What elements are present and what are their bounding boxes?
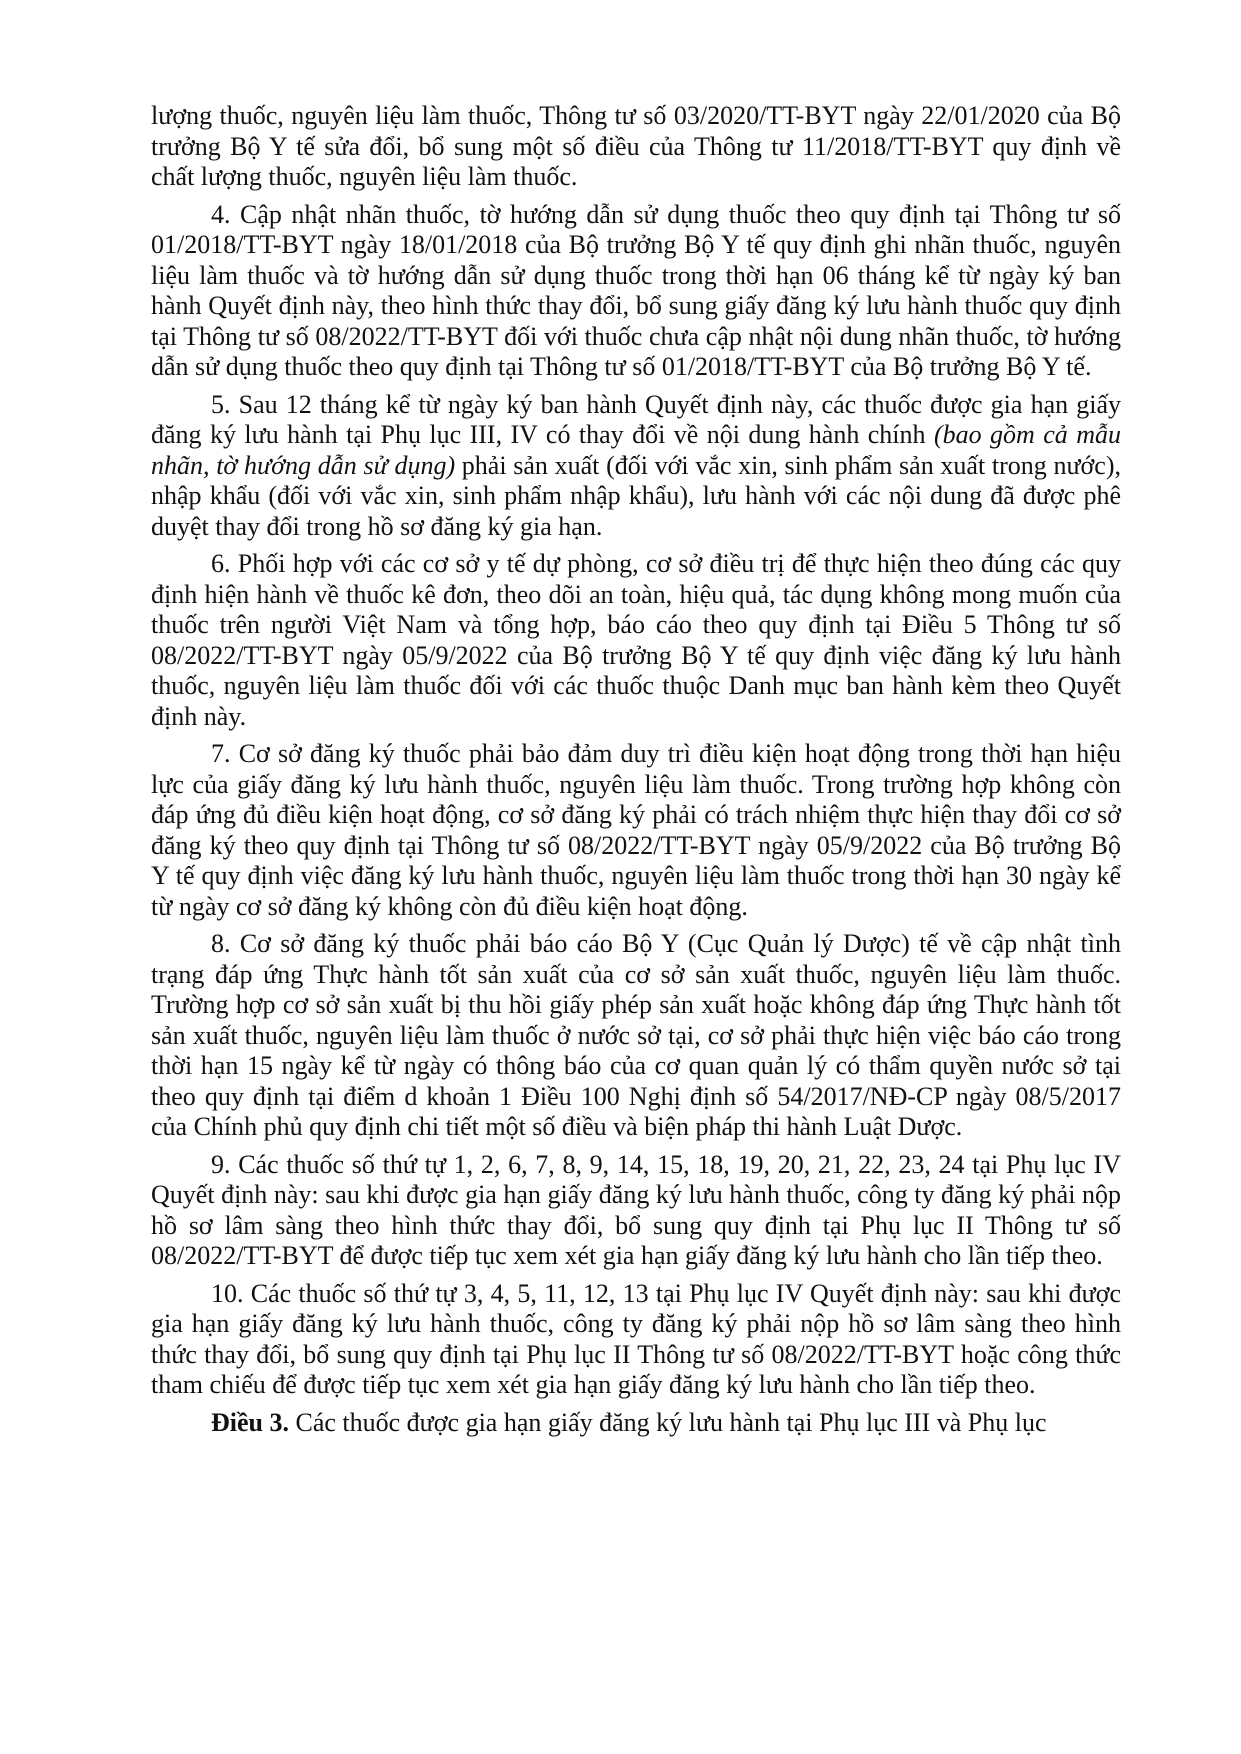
- paragraph-item-4: 4. Cập nhật nhãn thuốc, tờ hướng dẫn sử dụng thuốc theo quy định tại Thông tư số 01/2018/TT-BYT ngày 18/01/2018 của Bộ trưởng Bộ Y tế quy định ghi nhãn thuốc, nguyên liệu làm thuốc và tờ hướng dẫn sử dụng thuốc trong thời hạn 06 tháng kể từ ngày ký ban hành Quyết định này, theo hình thức thay đổi, bổ sung giấy đăng ký lưu hành thuốc quy định tại Thông tư số 08/2022/TT-BYT đối với thuốc chưa cập nhật nội dung nhãn thuốc, tờ hướng dẫn sử dụng thuốc theo quy định tại Thông tư số 01/2018/TT-BYT của Bộ trưởng Bộ Y tế.: [151, 199, 1121, 381]
- paragraph-item-5: [151, 390, 1121, 543]
- paragraph-item-10: 10. Các thuốc số thứ tự 3, 4, 5, 11, 12, 13 tại Phụ lục IV Quyết định này: sau khi được gia hạn giấy đăng ký lưu hành thuốc, công ty đăng ký phải nộp hồ sơ lâm sàng theo hình thức thay đổi, bổ sung quy định tại Phụ lục II Thông tư số 08/2022/TT-BYT hoặc công thức tham chiếu để được tiếp tục xem xét gia hạn giấy đăng ký lưu hành cho lần tiếp theo.: [151, 1278, 1121, 1399]
- article-3: [151, 1408, 1121, 1439]
- article-3-heading: Điều 3.: [211, 1407, 289, 1437]
- paragraph-item-5-text-b: phải sản xuất (đối với vắc xin, sinh phẩm sản xuất trong nước), nhập khẩu (đối với vắc xin, sinh phẩm nhập khẩu), lưu hành với các nội dung đã được phê duyệt thay đổi trong hồ sơ đăng ký gia hạn.: [151, 450, 1121, 541]
- paragraph-item-5-text-a: 5. Sau 12 tháng kể từ ngày ký ban hành Quyết định này, các thuốc được gia hạn giấy đăng ký lưu hành tại Phụ lục III, IV có thay đổi về nội dung hành chính: [151, 389, 1121, 449]
- document-page: [151, 101, 1121, 1445]
- paragraph-item-9: 9. Các thuốc số thứ tự 1, 2, 6, 7, 8, 9, 14, 15, 18, 19, 20, 21, 22, 23, 24 tại Phụ lục IV Quyết định này: sau khi được gia hạn giấy đăng ký lưu hành thuốc, công ty đăng ký phải nộp hồ sơ lâm sàng theo hình thức thay đổi, bổ sung quy định tại Phụ lục II Thông tư số 08/2022/TT-BYT để được tiếp tục xem xét gia hạn giấy đăng ký lưu hành cho lần tiếp theo.: [151, 1149, 1121, 1270]
- paragraph-item-7: 7. Cơ sở đăng ký thuốc phải bảo đảm duy trì điều kiện hoạt động trong thời hạn hiệu lực của giấy đăng ký lưu hành thuốc, nguyên liệu làm thuốc. Trong trường hợp không còn đáp ứng đủ điều kiện hoạt động, cơ sở đăng ký phải có trách nhiệm thực hiện thay đổi cơ sở đăng ký theo quy định tại Thông tư số 08/2022/TT-BYT ngày 05/9/2022 của Bộ trưởng Bộ Y tế quy định việc đăng ký lưu hành thuốc, nguyên liệu làm thuốc trong thời hạn 30 ngày kể từ ngày cơ sở đăng ký không còn đủ điều kiện hoạt động.: [151, 739, 1121, 921]
- article-3-text: Các thuốc được gia hạn giấy đăng ký lưu hành tại Phụ lục III và Phụ lục: [289, 1407, 1047, 1437]
- paragraph-item-5-italic: (bao gồm cả mẫu nhãn, tờ hướng dẫn sử dụng): [151, 420, 1121, 480]
- paragraph-continuation: lượng thuốc, nguyên liệu làm thuốc, Thông tư số 03/2020/TT-BYT ngày 22/01/2020 của Bộ trưởng Bộ Y tế sửa đổi, bổ sung một số điều của Thông tư 11/2018/TT-BYT quy định về chất lượng thuốc, nguyên liệu làm thuốc.: [151, 101, 1121, 191]
- paragraph-item-6: 6. Phối hợp với các cơ sở y tế dự phòng, cơ sở điều trị để thực hiện theo đúng các quy định hiện hành về thuốc kê đơn, theo dõi an toàn, hiệu quả, tác dụng không mong muốn của thuốc trên người Việt Nam và tổng hợp, báo cáo theo quy định tại Điều 5 Thông tư số 08/2022/TT-BYT ngày 05/9/2022 của Bộ trưởng Bộ Y tế quy định việc đăng ký lưu hành thuốc, nguyên liệu làm thuốc đối với các thuốc thuộc Danh mục ban hành kèm theo Quyết định này.: [151, 549, 1121, 731]
- paragraph-item-8: 8. Cơ sở đăng ký thuốc phải báo cáo Bộ Y (Cục Quản lý Dược) tế về cập nhật tình trạng đáp ứng Thực hành tốt sản xuất của cơ sở sản xuất thuốc, nguyên liệu làm thuốc. Trường hợp cơ sở sản xuất bị thu hồi giấy phép sản xuất hoặc không đáp ứng Thực hành tốt sản xuất thuốc, nguyên liệu làm thuốc ở nước sở tại, cơ sở phải thực hiện việc báo cáo trong thời hạn 15 ngày kể từ ngày có thông báo của cơ quan quản lý có thẩm quyền nước sở tại theo quy định tại điểm d khoản 1 Điều 100 Nghị định số 54/2017/NĐ-CP ngày 08/5/2017 của Chính phủ quy định chi tiết một số điều và biện pháp thi hành Luật Dược.: [151, 929, 1121, 1141]
